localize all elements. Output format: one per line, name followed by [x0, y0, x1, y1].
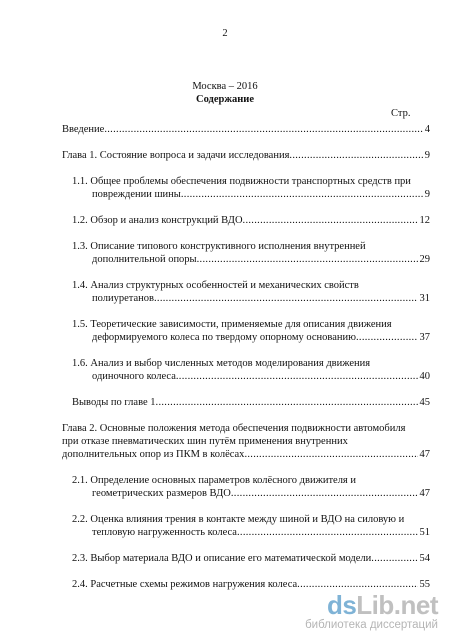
toc-entry-text: 1.3. Описание типового конструктивного исполнения внутренней	[72, 241, 366, 252]
toc-entry	[62, 240, 430, 266]
toc-page-number: 45	[419, 397, 430, 408]
toc-entry-title: дополнительной опоры	[92, 254, 197, 265]
toc-page-number: 51	[419, 527, 430, 538]
leader-dots	[243, 214, 418, 227]
leader-dots	[181, 188, 423, 201]
toc-page-number: 29	[419, 254, 430, 265]
toc-entry-text: 1.4. Анализ структурных особенностей и механических свойств	[72, 280, 359, 291]
toc-entry	[62, 214, 430, 227]
watermark-tagline: библиотека диссертаций	[305, 619, 438, 631]
toc-heading: Содержание	[196, 94, 254, 105]
leader-dots	[231, 487, 418, 500]
leader-dots	[104, 123, 422, 136]
toc-page-number: 31	[419, 293, 430, 304]
toc-entry	[62, 422, 430, 461]
toc-entry-title: Выводы по главе 1	[72, 397, 156, 408]
toc-page-number: 55	[419, 579, 430, 590]
toc-entry-title: Введение	[62, 124, 105, 135]
toc-entry-text: 2.2. Оценка влияния трения в контакте между шиной и ВДО на силовую и	[72, 514, 405, 525]
toc-entry-title: дополнительных опор из ПКМ в колёсах	[62, 449, 245, 460]
toc-page-number: 47	[419, 449, 430, 460]
leader-dots	[244, 448, 417, 461]
toc-entry	[62, 123, 430, 136]
leader-dots	[197, 253, 418, 266]
table-of-contents	[62, 123, 430, 604]
leader-dots	[356, 331, 418, 344]
page-column-header: Стр.	[391, 108, 411, 119]
city-year: Москва – 2016	[192, 81, 258, 92]
toc-page-number: 4	[424, 124, 430, 135]
toc-entry-title: тепловую нагруженность колеса	[92, 527, 237, 538]
leader-dots	[371, 552, 417, 565]
toc-entry	[62, 175, 430, 201]
toc-entry-text: 1.1. Общее проблемы обеспечения подвижности транспортных средств при	[72, 176, 411, 187]
toc-entry	[62, 552, 430, 565]
toc-entry-title: 2.3. Выбор материала ВДО и описание его математической модели	[72, 553, 372, 564]
toc-entry	[62, 318, 430, 344]
toc-page-number: 37	[419, 332, 430, 343]
toc-entry	[62, 513, 430, 539]
toc-entry-text: 1.6. Анализ и выбор численных методов моделирования движения	[72, 358, 371, 369]
toc-entry-title: Глава 1. Состояние вопроса и задачи исследования	[62, 150, 290, 161]
leader-dots	[237, 526, 418, 539]
toc-entry-text: 1.5. Теоретические зависимости, применяемые для описания движения	[72, 319, 392, 330]
toc-page-number: 9	[424, 150, 430, 161]
toc-entry-title: 1.2. Обзор и анализ конструкций ВДО	[72, 215, 243, 226]
toc-entry	[62, 149, 430, 162]
toc-entry-title: полиуретанов	[92, 293, 154, 304]
toc-entry-text: 2.1. Определение основных параметров колёсного движителя и	[72, 475, 357, 486]
toc-entry-text: при отказе пневматических шин путём применения внутренних	[62, 436, 348, 447]
leader-dots	[154, 292, 418, 305]
watermark-logo: dsLib.net	[326, 590, 438, 620]
toc-entry-title: 2.4. Расчетные схемы режимов нагружения колеса	[72, 579, 298, 590]
watermark	[305, 592, 438, 631]
toc-entry-text: Глава 2. Основные положения метода обеспечения подвижности автомобиля	[62, 423, 406, 434]
leader-dots	[156, 396, 418, 409]
toc-entry-title: деформируемого колеса по твердому опорному основанию	[92, 332, 356, 343]
page-number: 2	[222, 28, 228, 39]
toc-entry	[62, 474, 430, 500]
toc-entry-title: повреждении шины	[92, 189, 181, 200]
toc-entry	[62, 357, 430, 383]
leader-dots	[289, 149, 422, 162]
toc-page-number: 9	[424, 189, 430, 200]
toc-page-number: 12	[419, 215, 430, 226]
toc-entry-title: одиночного колеса	[92, 371, 176, 382]
toc-entry	[62, 396, 430, 409]
toc-page-number: 47	[419, 488, 430, 499]
toc-page-number: 54	[419, 553, 430, 564]
toc-page-number: 40	[419, 371, 430, 382]
toc-entry	[62, 279, 430, 305]
leader-dots	[176, 370, 418, 383]
toc-entry-title: геометрических размеров ВДО	[92, 488, 231, 499]
